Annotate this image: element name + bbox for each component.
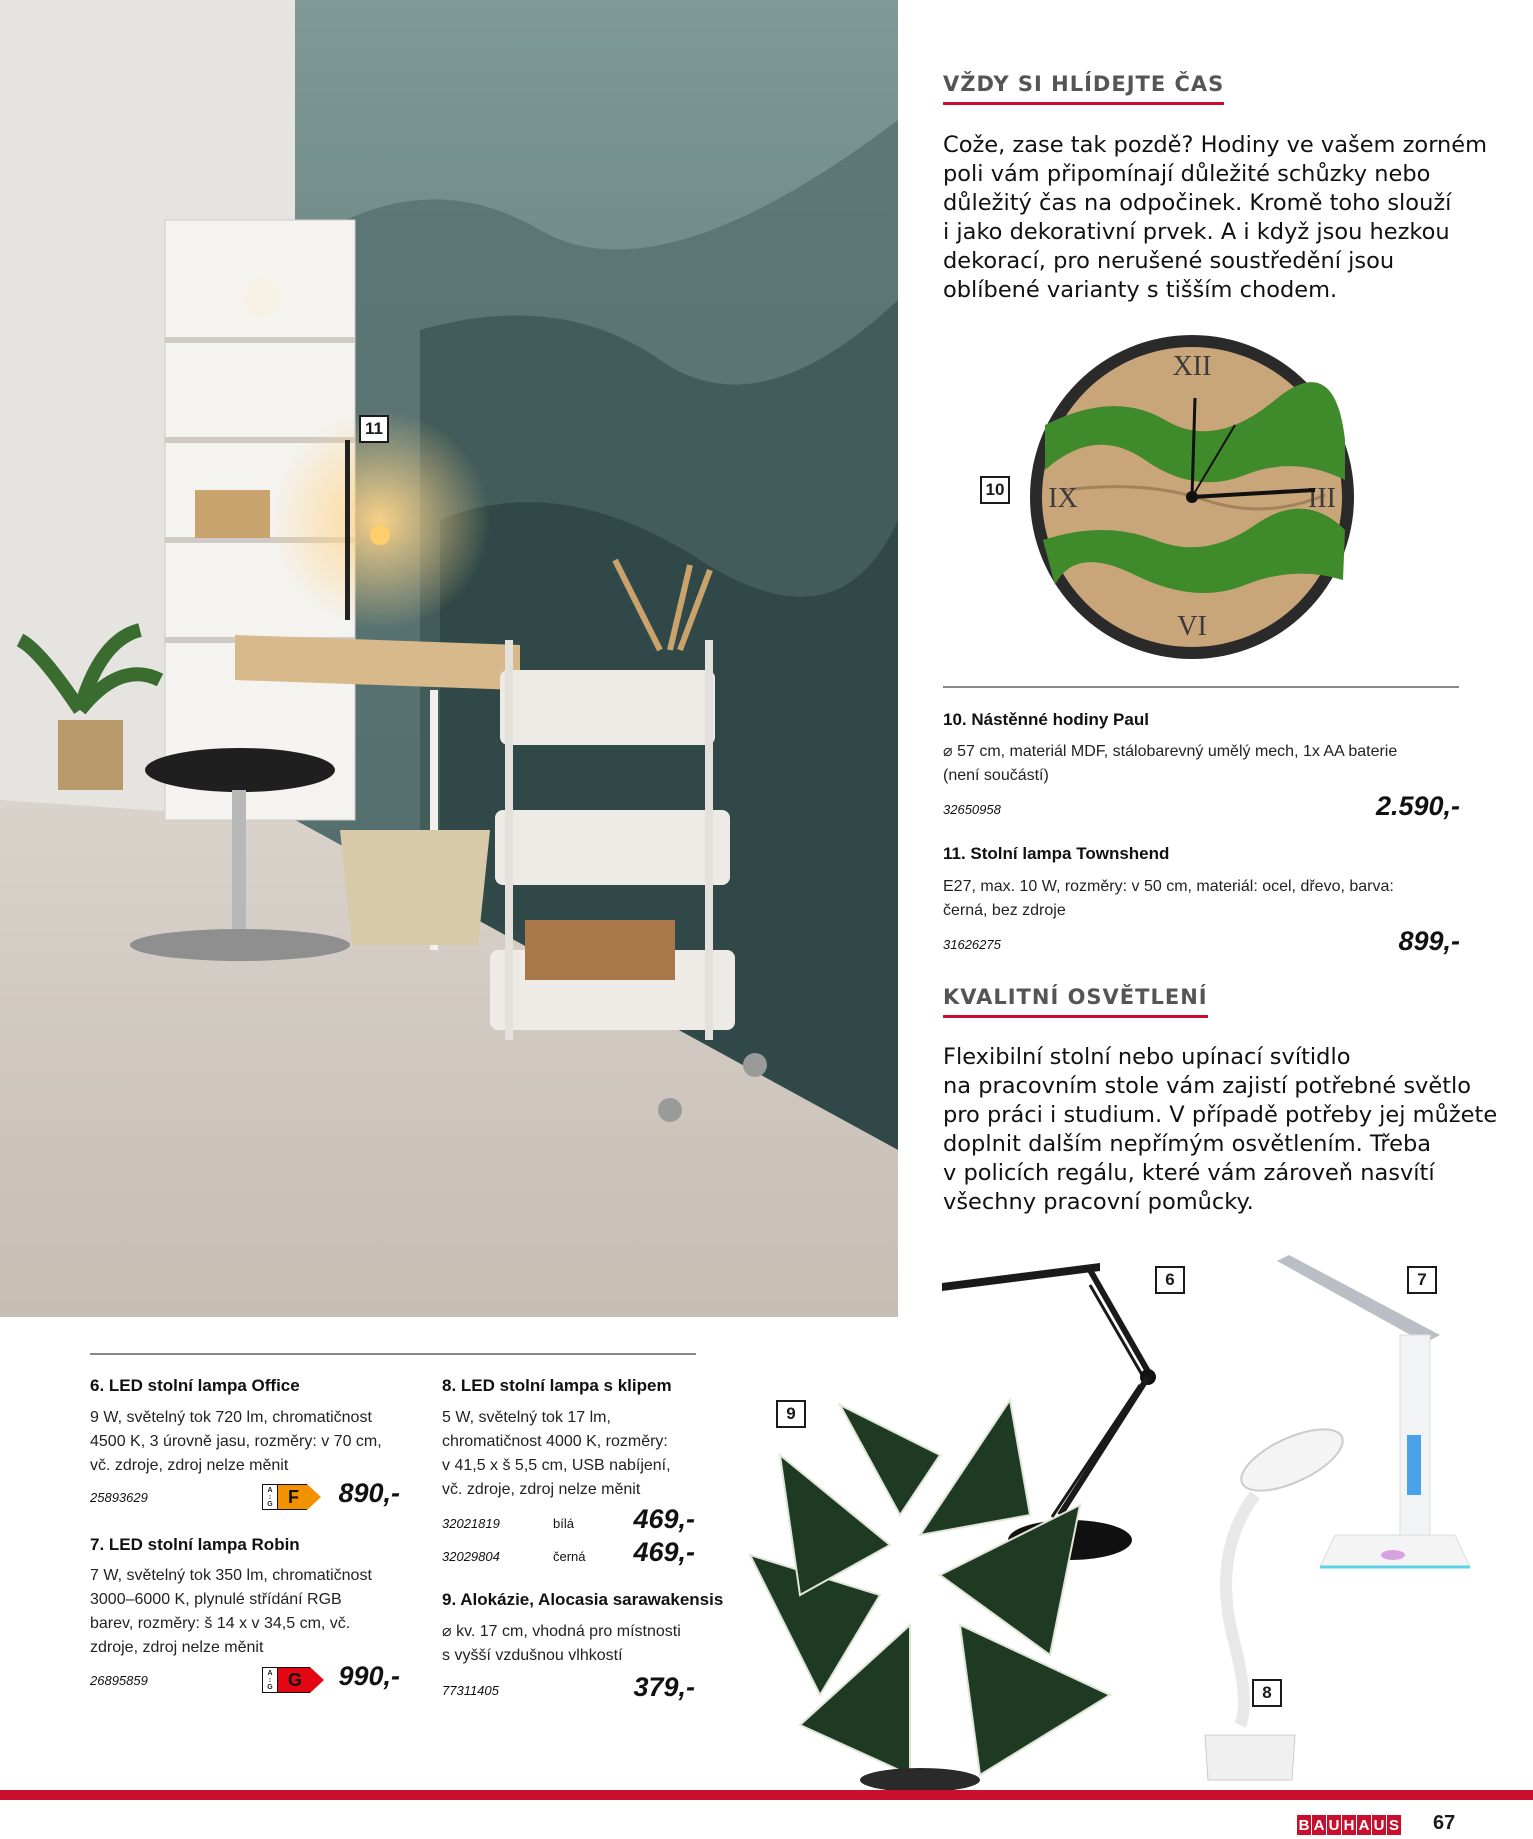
marker-10: 10 (980, 476, 1010, 504)
product-6-energy-class: F (278, 1484, 307, 1510)
product-6-energy-label: A ↕ G F (262, 1484, 307, 1510)
clock-numeral-xii: XII (1172, 351, 1212, 382)
product-11-desc: E27, max. 10 W, rozměry: v 50 cm, materiál: ocel, dřevo, barva: černá, bez zdroje (943, 878, 1394, 919)
clock-numeral-ix: IX (1048, 483, 1078, 514)
product-6-desc: 9 W, světelný tok 720 lm, chromatičnost 4500 K, 3 úrovně jasu, rozměry: v 70 cm, vč. zdroje, zdroj nelze měnit (90, 1409, 382, 1474)
product-divider-bottom (90, 1353, 696, 1355)
product-divider-top (943, 686, 1459, 688)
product-10-price: 2.590,- (1375, 791, 1460, 821)
product-11-title: 11. Stolní lampa Townshend (943, 844, 1170, 863)
product-8-variant-1-code: 32021819 (442, 1516, 500, 1531)
clock-numeral-vi: VI (1177, 611, 1207, 642)
marker-8: 8 (1252, 1679, 1282, 1707)
product-8-title: 8. LED stolní lampa s klipem (442, 1376, 672, 1395)
plant-image (740, 1395, 1140, 1790)
marker-7: 7 (1407, 1266, 1437, 1294)
marker-9: 9 (776, 1400, 806, 1428)
product-10-title: 10. Nástěnné hodiny Paul (943, 710, 1149, 729)
product-8-desc: 5 W, světelný tok 17 lm, chromatičnost 4000 K, rozměry: v 41,5 x š 5,5 cm, USB nabíjení, vč. zdroje, zdroj nelze měnit (442, 1409, 671, 1498)
product-7-desc: 7 W, světelný tok 350 lm, chromatičnost 3000–6000 K, plynulé střídání RGB barev, rozměry: š 14 x v 34,5 cm, vč. zdroje, zdroj nelze měnit (90, 1567, 372, 1656)
product-10-code: 32650958 (943, 802, 1001, 817)
product-7-energy-class: G (278, 1667, 310, 1693)
clock-section-heading: VŽDY SI HLÍDEJTE ČAS (943, 72, 1224, 105)
lighting-section-paragraph: Flexibilní stolní nebo upínací svítidlo na pracovním stole vám zajistí potřebné světlo pro práci i studium. V případě potřeby jej můžete doplnit dalším nepřímým osvětlením. Třeba v policích regálu, které vám zároveň nasvítí všechny pracovní pomůcky. (943, 1044, 1498, 1215)
marker-6: 6 (1155, 1266, 1185, 1294)
product-9-code: 77311405 (442, 1683, 499, 1698)
hero-photo (0, 0, 898, 1317)
clock-numeral-iii: III (1308, 483, 1336, 514)
footer-accent-bar (0, 1790, 1533, 1800)
product-9-title: 9. Alokázie, Alocasia sarawakensis (442, 1590, 724, 1609)
product-7-title: 7. LED stolní lampa Robin (90, 1535, 300, 1554)
bauhaus-logo: B A U H A U S (1298, 1816, 1399, 1834)
product-9-price: 379,- (633, 1672, 695, 1702)
product-6-title: 6. LED stolní lampa Office (90, 1376, 300, 1395)
product-8-variant-2-price: 469,- (633, 1537, 695, 1567)
product-6-code: 25893629 (90, 1490, 148, 1505)
product-9-desc: ⌀ kv. 17 cm, vhodná pro místnosti s vyšší vzdušnou vlhkostí (442, 1623, 681, 1664)
clip-lamp-image (1180, 1415, 1380, 1795)
product-8-variant-1-color: bílá (553, 1516, 574, 1531)
product-8-variant-2-code: 32029804 (442, 1549, 500, 1564)
product-6-price: 890,- (338, 1478, 400, 1508)
lighting-section-heading: KVALITNÍ OSVĚTLENÍ (943, 985, 1208, 1018)
clock-section-paragraph: Cože, zase tak pozdě? Hodiny ve vašem zorném poli vám připomínají důležité schůzky nebo důležitý čas na odpočinek. Kromě toho slouží i jako dekorativní prvek. A i když jsou hezkou dekorací, pro nerušené soustředění jsou oblíbené varianty s tišším chodem. (943, 132, 1488, 303)
product-10-desc: ⌀ 57 cm, materiál MDF, stálobarevný umělý mech, 1x AA baterie (není součástí) (943, 743, 1398, 784)
product-7-energy-label: A ↕ G G (262, 1667, 310, 1693)
product-11-code: 31626275 (943, 937, 1001, 952)
page-number: 67 (1433, 1812, 1456, 1834)
marker-11: 11 (359, 415, 389, 443)
product-11-price: 899,- (1398, 926, 1460, 956)
product-8-variant-1-price: 469,- (633, 1504, 695, 1534)
product-7-price: 990,- (338, 1661, 400, 1691)
product-7-code: 26895859 (90, 1673, 148, 1688)
wall-clock-image (1025, 330, 1360, 665)
product-8-variant-2-color: černá (553, 1549, 586, 1564)
